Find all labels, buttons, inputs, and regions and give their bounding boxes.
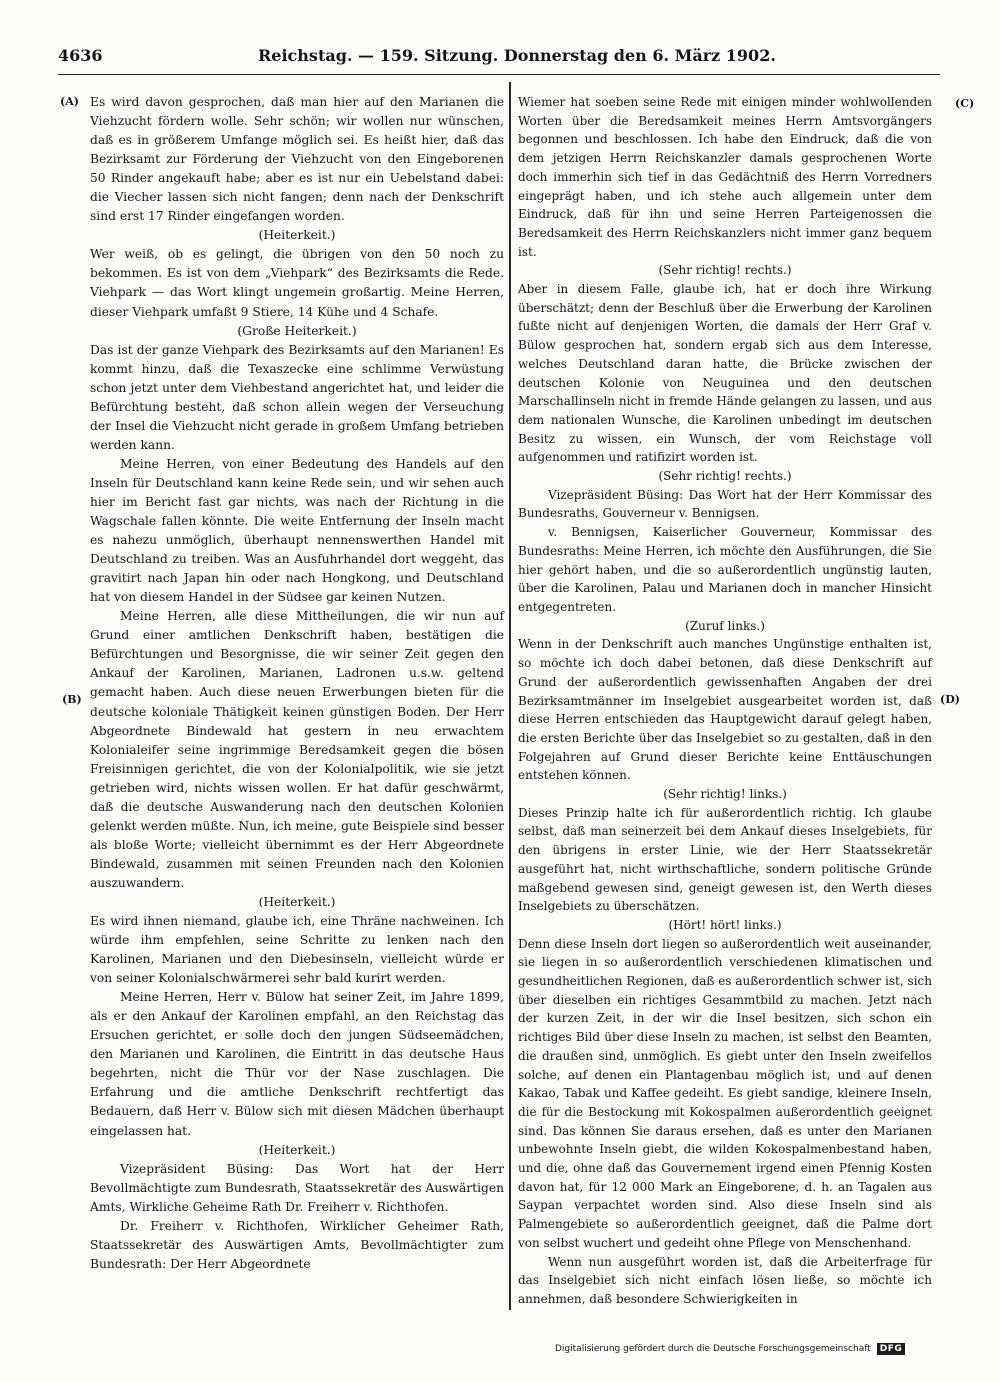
page-footer <box>555 1343 955 1355</box>
paragraph: Denn diese Inseln dort liegen so außerordentlich weit auseinander, sie liegen in so außerordentlich verschiedenen klimatischen und gesundheitlichen Regionen, daß es außerordentlich schwer ist, sich über dieselben ein richtiges Gesammtbild zu machen. Jetzt nach der kurzen Zeit, in der wir die Insel besitzen, sich schon ein richtiges Bild über diese Inseln zu machen, ist selbst den Beamten, die draußen sind, unmöglich. Es giebt unter den Inseln zweifellos solche, auf denen ein Plantagenbau möglich ist, und auf denen Kakao, Tabak und Kaffee gedeiht. Es giebt sandige, kleinere Inseln, die für die Bestockung mit Kokospalmen außerordentlich geeignet sind. Das können Sie daraus ersehen, daß es unter den Marianen unbewohnte Inseln giebt, die wilden Kokospalmenbestand haben, und die, ohne daß das Gouvernement irgend einen Pfennig Kosten davon hat, für 12 000 Mark an Eingeborene, d. h. an Tagalen aus Saypan verpachtet worden sind. Also diese Inseln sind als Palmengebiete so außerordentlich geeignet, daß die Palme dort von selbst wuchert und gedeiht ohne Pflege von Menschenhand. <box>518 936 932 1250</box>
paragraph: Meine Herren, von einer Bedeutung des Handels auf den Inseln für Deutschland kann keine Rede sein, und wir sehen auch hier im Bericht fast gar nichts, was nach der Richtung in die Wagschale fallen könnte. Die weite Entfernung der Inseln macht es nahezu unmöglich, überhaupt nennenswerthen Handel mit Deutschland zu treiben. Was an Ausfuhrhandel dort weggeht, das gravitirt nach Japan hin oder nach Hongkong, und Deutschland hat von diesem Handel in der Südsee gar keinen Nutzen. <box>90 456 504 605</box>
paragraph: Meine Herren, alle diese Mittheilungen, die wir nun auf Grund einer amtlichen Denkschrift haben, bestätigen die Befürchtungen und Besorgnisse, die wir seiner Zeit gegen den Ankauf der Karolinen, Marianen, Ladronen u.s.w. geltend gemacht haben. Auch diese neuen Erwerbungen bieten für die deutsche koloniale Thätigkeit keinen günstigen Boden. Der Herr Abgeordnete Bindewald hat gestern in neu erwachtem Kolonialeifer seine ingrimmige Beredsamkeit gegen die bösen Freisinnigen gerichtet, die von der Kolonialpolitik, wie sie jetzt getrieben wird, nichts wissen wollen. Er hat dafür geschwärmt, daß die deutsche Auswanderung nach den deutschen Kolonien gelenkt werden müßte. Nun, ich meine, gute Beispiele sind besser als bloße Worte; vielleicht übernimmt es der Herr Abgeordnete Bindewald, zusammen mit seinen Freunden nach den Kolonien auszuwandern. <box>90 609 504 890</box>
interjection: (Heiterkeit.) <box>258 894 336 909</box>
margin-marker-c: (C) <box>955 97 975 110</box>
paragraph: Es wird ihnen niemand, glaube ich, eine Thräne nachweinen. Ich würde ihm empfehlen, seine Schritte zu lenken nach den Karolinen, Marianen und den Diebesinseln, vielleicht würde er von seiner Kolonialschwärmerei sehr bald kurirt werden. <box>90 914 504 986</box>
right-column <box>518 93 932 1309</box>
paragraph: Aber in diesem Falle, glaube ich, hat er doch ihre Wirkung überschätzt; denn der Beschluß über die Erwerbung der Karolinen fußte nicht auf denjenigen Worten, die damals der Herr Graf v. Bülow gesprochen hat, sondern ergab sich aus dem Interesse, welches Deutschland daran hatte, die Brücke zwischen der deutschen Kolonie von Neuguinea und den deutschen Marschallinseln nicht in fremde Hände gelangen zu lassen, und aus dem nationalen Wunsche, die Karolinen unbedingt im deutschen Besitz zu wissen, ein Wunsch, der vom Reichstage voll aufgenommen und ratifizirt worden ist. <box>518 282 932 465</box>
margin-marker-b: (B) <box>62 693 82 706</box>
paragraph: Es wird davon gesprochen, daß man hier auf den Marianen die Viehzucht fördern wolle. Sehr schön; wir wollen nur wünschen, daß es in größerem Umfange möglich sei. Es heißt hier, daß das Bezirksamt zur Förderung der Viehzucht von den Eingeborenen 50 Rinder angekauft habe; aber es ist nur ein Uebelstand dabei: die Viecher lassen sich nicht fangen; denn nach der Denkschrift sind erst 17 Rinder eingefangen worden. <box>90 95 504 224</box>
paragraph: Vizepräsident Büsing: Das Wort hat der Herr Bevollmächtigte zum Bundesrath, Staatssekretär des Auswärtigen Amts, Wirkliche Geheime Rath Dr. Freiherr v. Richthofen. <box>90 1161 504 1214</box>
page-title: Reichstag. — 159. Sitzung. Donnerstag den 6. März 1902. <box>258 46 776 65</box>
interjection: (Sehr richtig! rechts.) <box>658 469 792 484</box>
paragraph: Wiemer hat soeben seine Rede mit einigen minder wohlwollenden Worten über die Beredsamkeit meines Herrn Amtsvorgängers begonnen und beschlossen. Ich habe den Eindruck, daß die von dem jetzigen Herrn Reichskanzler damals gesprochenen Worte doch immerhin sich tief in das Gedächtniß des Herrn Vorredners eingeprägt haben, und ich stehe auch allgemein unter dem Eindruck, daß für ihn und seine Herren Parteigenossen die Beredsamkeit des Herrn Reichskanzlers nicht immer ganz bequem ist. <box>518 95 932 259</box>
interjection: (Hört! hört! links.) <box>668 917 782 932</box>
paragraph: Wenn nun ausgeführt worden ist, daß die Arbeiterfrage für das Inselgebiet sich nicht einfach lösen ließe, so möchte ich annehmen, daß besondere Schwierigkeiten in <box>518 1254 932 1306</box>
margin-marker-a: (A) <box>60 95 79 108</box>
left-column <box>90 93 504 1274</box>
interjection: (Sehr richtig! rechts.) <box>658 263 792 278</box>
column-divider <box>509 82 511 1310</box>
paragraph: v. Bennigsen, Kaiserlicher Gouverneur, Kommissar des Bundesraths: Meine Herren, ich möchte den Ausführungen, die Sie hier gehört haben, und die so außerordentlich ungünstig lauten, über die Karolinen, Palau und Marianen doch in mancher Hinsicht entgegentreten. <box>518 525 932 614</box>
interjection: (Große Heiterkeit.) <box>237 323 357 338</box>
header-rule <box>58 74 940 75</box>
page-header <box>58 46 940 72</box>
interjection: (Zuruf links.) <box>685 618 765 633</box>
paragraph: Meine Herren, Herr v. Bülow hat seiner Zeit, im Jahre 1899, als er den Ankauf der Karolinen empfahl, an den Reichstag das Ersuchen gerichtet, er solle doch den jungen Südseemädchen, den Marianen und Karolinen, die Eintritt in das deutsche Haus begehrten, nicht die Thür vor der Nase zuschlagen. Die Erfahrung und die amtliche Denkschrift rechtfertigt das Bedauern, daß Herr v. Bülow sich mit diesen Mädchen überhaupt eingelassen hat. <box>90 990 504 1138</box>
paragraph: Vizepräsident Büsing: Das Wort hat der Herr Kommissar des Bundesraths, Gouverneur v. Bennigsen. <box>518 487 932 521</box>
paragraph: Wenn in der Denkschrift auch manches Ungünstige enthalten ist, so möchte ich doch dabei betonen, daß diese Denkschrift auf Grund der außerordentlich gewissenhaften Angaben der drei Bezirksamtmänner im Inselgebiet ausgearbeitet worden ist, daß diese Herren entschieden das Hauptgewicht darauf gelegt haben, die ersten Berichte über das Inselgebiet so zu gestalten, daß in den Folgejahren auf Grund dieser Berichte keine Enttäuschungen entstehen können. <box>518 637 932 783</box>
page-number: 4636 <box>58 46 103 65</box>
margin-marker-d: (D) <box>940 693 960 706</box>
paragraph: Dieses Prinzip halte ich für außerordentlich richtig. Ich glaube selbst, daß man seinerzeit bei dem Ankauf dieses Inselgebiets, für den übrigens in erster Linie, wie der Herr Staatssekretär ausgeführt hat, nicht wirthschaftliche, sondern politische Gründe maßgebend gewesen sind, geneigt gewesen ist, den Werth dieses Inselgebiets zu überschätzen. <box>518 805 932 914</box>
interjection: (Sehr richtig! links.) <box>663 787 787 802</box>
interjection: (Heiterkeit.) <box>258 1142 336 1157</box>
paragraph: Wer weiß, ob es gelingt, die übrigen von den 50 noch zu bekommen. Es ist von dem „Viehpark“ des Bezirksamts die Rede. Viehpark — das Wort klingt ungemein großartig. Meine Herren, dieser Viehpark umfaßt 9 Stiere, 14 Kühe und 4 Schafe. <box>90 247 504 319</box>
paragraph: Dr. Freiherr v. Richthofen, Wirklicher Geheimer Rath, Staatssekretär des Auswärtigen Amts, Bevollmächtigter zum Bundesrath: Der Herr Abgeordnete <box>90 1218 504 1271</box>
paragraph: Das ist der ganze Viehpark des Bezirksamts auf den Marianen! Es kommt hinzu, daß die Texaszecke eine schlimme Verwüstung schon jetzt unter dem Viehbestand angerichtet hat, und leider die Befürchtung besteht, daß schon allein wegen der Verseuchung der Insel die Viehzucht nicht gerade in großem Umfang betrieben werden kann. <box>90 342 504 452</box>
dfg-logo: DFG <box>877 1343 906 1355</box>
interjection: (Heiterkeit.) <box>258 228 336 243</box>
footer-credit: Digitalisierung gefördert durch die Deutsche Forschungsgemeinschaft <box>555 1344 871 1354</box>
